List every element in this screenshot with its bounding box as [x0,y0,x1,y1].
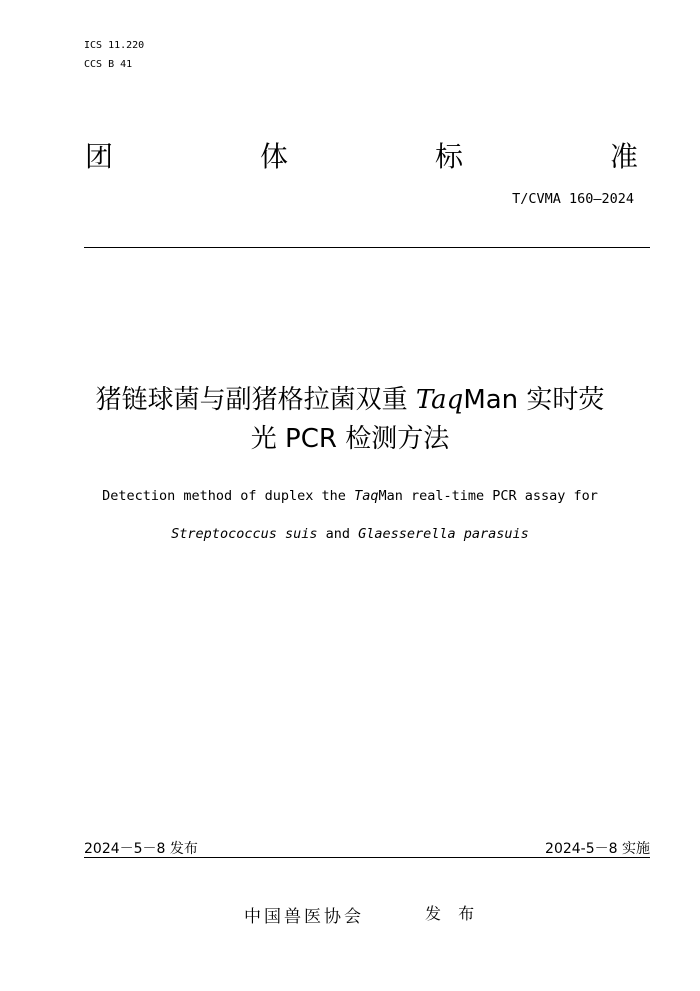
standard-type-char: 准 [609,140,638,173]
title-cn-line2: 光 PCR 检测方法 [250,424,450,454]
implementation-date: 2024-5－8 实施 [545,841,650,857]
ics-code: ICS 11.220 [84,40,145,51]
dates-row [84,838,650,858]
standard-number: T/CVMA 160—2024 [512,191,634,207]
classification-codes [84,36,144,74]
header-divider [84,247,650,248]
publish-label: 发 布 [425,904,481,923]
title-cn-line1: 猪链球菌与副猪格拉菌双重 TaqMan 实时荧 [95,385,605,415]
standard-type-heading [85,135,638,171]
footer-divider [84,857,650,858]
standard-type-char: 标 [434,140,463,173]
title-en-line2: Streptococcus suis and Glaesserella parasuis [171,526,529,542]
standard-type-char: 团 [85,140,114,173]
issue-date: 2024－5－8 发布 [84,841,198,857]
title-en-line1: Detection method of duplex the TaqMan real-time PCR assay for [102,488,598,504]
ccs-code: CCS B 41 [84,59,133,70]
publisher-name: 中国兽医协会 [244,907,364,927]
standard-type-char: 体 [259,140,288,173]
